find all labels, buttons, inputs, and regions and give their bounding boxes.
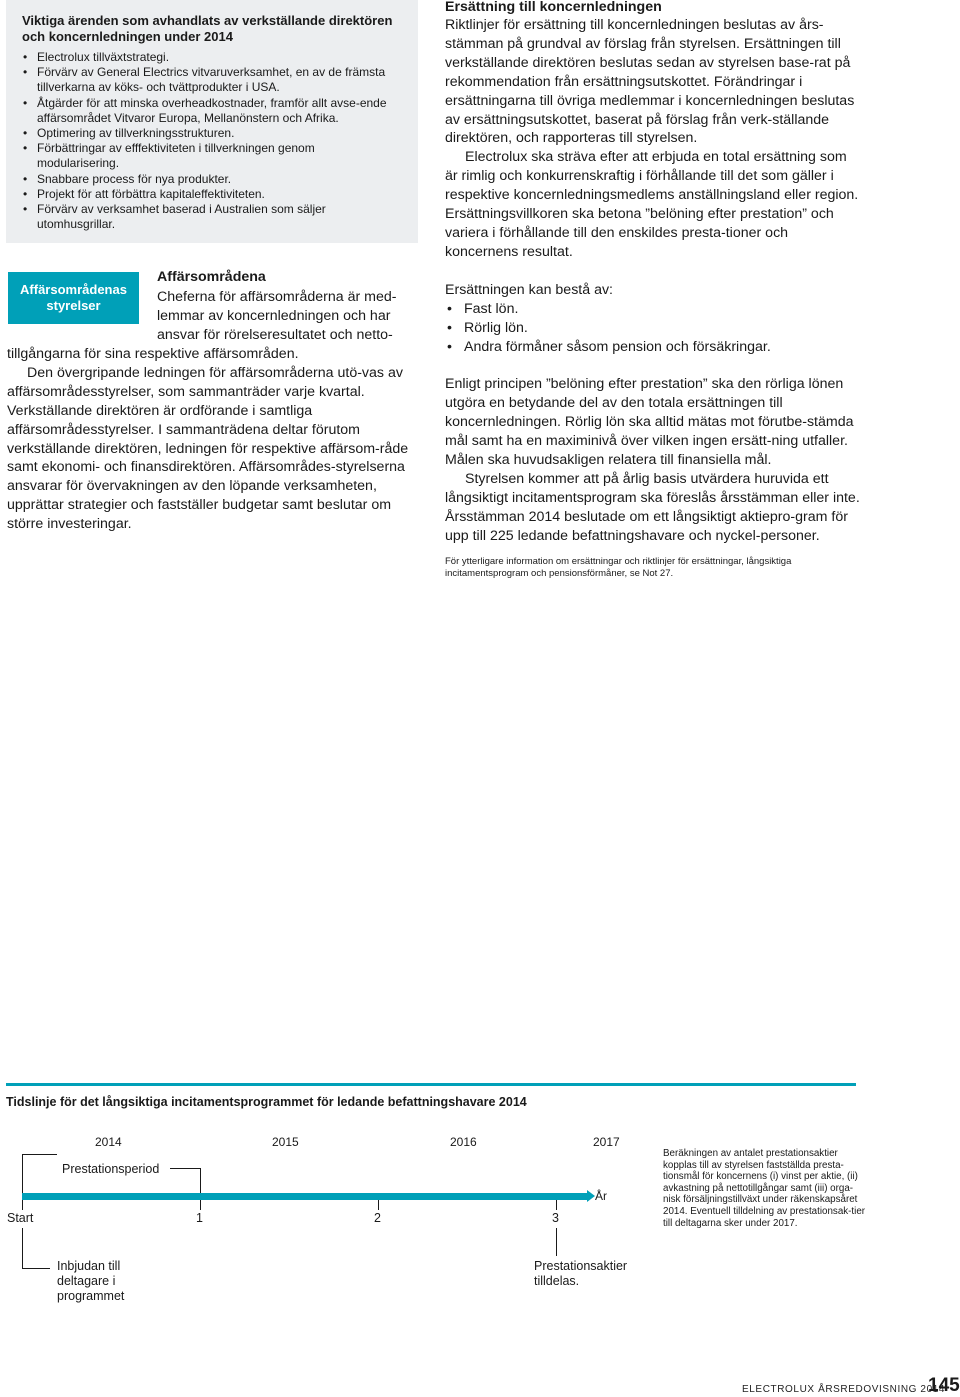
timeline-point: 1 — [196, 1211, 203, 1225]
affarsomraden-heading: Affärsområdena — [157, 269, 266, 285]
affarsomraden-body — [7, 345, 412, 534]
section-tag-label: Affärsområdenas styrelser — [20, 282, 127, 313]
list-item: • Förvärv av General Electrics vitvaruverksamhet, en av de främsta tillverkarna av köks- och tvättprodukter i USA. — [22, 65, 392, 95]
period-bracket-top-left — [22, 1154, 57, 1155]
info-box-list — [22, 50, 392, 232]
compensation-list — [445, 300, 860, 357]
list-item: • Förbättringar av efffektiviteten i tillverkningen genom modularisering. — [22, 141, 392, 171]
affarsomraden-intro — [157, 288, 417, 345]
period-label: Prestationsperiod — [62, 1162, 160, 1176]
intro-line: tillgångarna för sina respektive affärsområden. — [7, 346, 299, 362]
footnote: För ytterligare information om ersättningar och riktlinjer för ersättningar, långsiktiga incitamentsprogram och pensionsförmåner, se Not 27. — [445, 555, 792, 579]
timeline-tick — [556, 1200, 557, 1210]
ersattning-section — [445, 0, 860, 580]
paragraph: Den övergripande ledningen för affärsområderna utö-vas av affärsområdesstyrelser, som sammanträder varje kvartal. Verkställande direktören är ordförande i samtliga affärsområdesstyrelser. I sammanträdena deltar förutom verkställande direktören, ledningen för respektive affärsom-råde samt ekonomi- och finansdirektören. Affärsområdes-styrelserna ansvarar för övervakningen av den löpande verksamheten, upprättar strategier och fastställer budgetar samt beslutar om större investeringar. — [7, 364, 409, 533]
info-box-title: Viktiga ärenden som avhandlats av verkställande direktören och koncernledningen under 2014 — [22, 13, 393, 44]
section-divider — [6, 1083, 856, 1086]
timeline-arrowhead — [587, 1190, 595, 1202]
list-item: • Snabbare process för nya produkter. — [22, 172, 392, 187]
timeline-year: 2017 — [593, 1135, 620, 1149]
period-bracket-right — [200, 1168, 201, 1193]
timeline-year: 2014 — [95, 1135, 122, 1149]
timeline-tick — [200, 1200, 201, 1210]
timeline-end-label: År — [595, 1189, 607, 1203]
intro-line: Cheferna för affärsområderna är med- — [157, 289, 397, 305]
timeline-tick — [378, 1200, 379, 1210]
callout-line — [22, 1268, 50, 1269]
paragraph: Styrelsen kommer att på årlig basis utvärdera huruvida ett långsiktigt incitamentsprogram ska föreslås årsstämman eller inte. Årsstämman 2014 beslutade om ett långsiktigt aktiepro-gram för upp till 225 ledande befattningshavare och nyckel-personer. — [445, 470, 860, 544]
publication-footer: ELECTROLUX ÅRSREDOVISNING 2014 — [742, 1384, 946, 1395]
callout-line — [556, 1228, 557, 1256]
list-item: • Projekt för att förbättra kapitaleffektiviteten. — [22, 187, 392, 202]
callout-line — [22, 1228, 23, 1268]
timeline-title: Tidslinje för det långsiktiga incitamentsprogrammet för ledande befattningshavare 2014 — [6, 1095, 527, 1109]
timeline-point: 2 — [374, 1211, 381, 1225]
paragraph: Enligt principen ”belöning efter prestation” ska den rörliga lönen utgöra en betydande del av den totala ersättningen till koncernledningen. Rörlig lön ska alltid mätas mot förutbe-stämda mål samt ha en maximinivå över vilken ingen ersätt-ning utfaller. Målen ska huvudsakligen relatera till finansiella mål. — [445, 376, 854, 469]
page-number: 145 — [928, 1375, 960, 1396]
paragraph: Electrolux ska sträva efter att erbjuda en total ersättning som är rimlig och konkurrenskraftig i förhållande till det som gäller i respektive koncernledningsmedlems anställningsland eller region. Ersättningsvillkoren ska betona ”belöning efter prestation” och variera i förhållande till den enskildes presta-tioner och koncernens resultat. — [445, 149, 859, 260]
timeline-year: 2016 — [450, 1135, 477, 1149]
timeline-tick — [22, 1200, 23, 1210]
list-item: • Optimering av tillverkningsstrukturen. — [22, 126, 392, 141]
list-item: • Electrolux tillväxtstrategi. — [22, 50, 392, 65]
list-item: • Rörlig lön. — [445, 319, 860, 338]
grant-label: Prestationsaktier tilldelas. — [534, 1259, 628, 1288]
info-box — [6, 0, 418, 243]
list-intro: Ersättningen kan bestå av: — [445, 281, 613, 298]
ersattning-heading: Ersättning till koncernledningen — [445, 0, 662, 15]
list-item: • Åtgärder för att minska overheadkostnader, framför allt avse-ende affärsområdet Vitvaror Europa, Mellanönstern och Afrika. — [22, 96, 392, 126]
list-item: • Fast lön. — [445, 300, 860, 319]
invite-label: Inbjudan till deltagare i programmet — [57, 1259, 125, 1303]
period-bracket-top-right — [170, 1168, 200, 1169]
timeline-start-label: Start — [7, 1211, 34, 1225]
paragraph: Riktlinjer för ersättning till koncernledningen beslutas av års-stämman på grundval av förslag från styrelsen. Ersättningen till verkställande direktören beslutas sedan av styrelsen base-rat på rekommendation från ersättningsutskottet. Förändringar i ersättningarna till övriga medlemmar i koncernledningen beslutas av ersättningsutskottet, baserat på förslag från verk-ställande direktören, och rapporteras till styrelsen. — [445, 17, 855, 147]
list-item: • Andra förmåner såsom pension och försäkringar. — [445, 338, 860, 357]
timeline-point: 3 — [552, 1211, 559, 1225]
intro-line: ansvar för rörelseresultatet och netto- — [157, 326, 393, 343]
timeline-year: 2015 — [272, 1135, 299, 1149]
timeline-bar — [22, 1193, 589, 1200]
period-bracket-left — [22, 1154, 23, 1193]
list-item: • Förvärv av verksamhet baserad i Australien som säljer utomhusgrillar. — [22, 202, 392, 232]
timeline-note: Beräkningen av antalet prestationsaktier kopplas till av styrelsen fastställda presta-tionsmål för koncernens (i) vinst per aktie, (ii) avkastning på nettotillgångar samt (iii) orga-nisk försäljningstillväxt under räkenskapsåret 2014. Eventuell tilldelning av prestationsak-tier till deltagarna sker under 2017. — [663, 1148, 866, 1229]
intro-line: lemmar av koncernledningen och har — [157, 307, 391, 324]
section-tag — [8, 272, 139, 324]
